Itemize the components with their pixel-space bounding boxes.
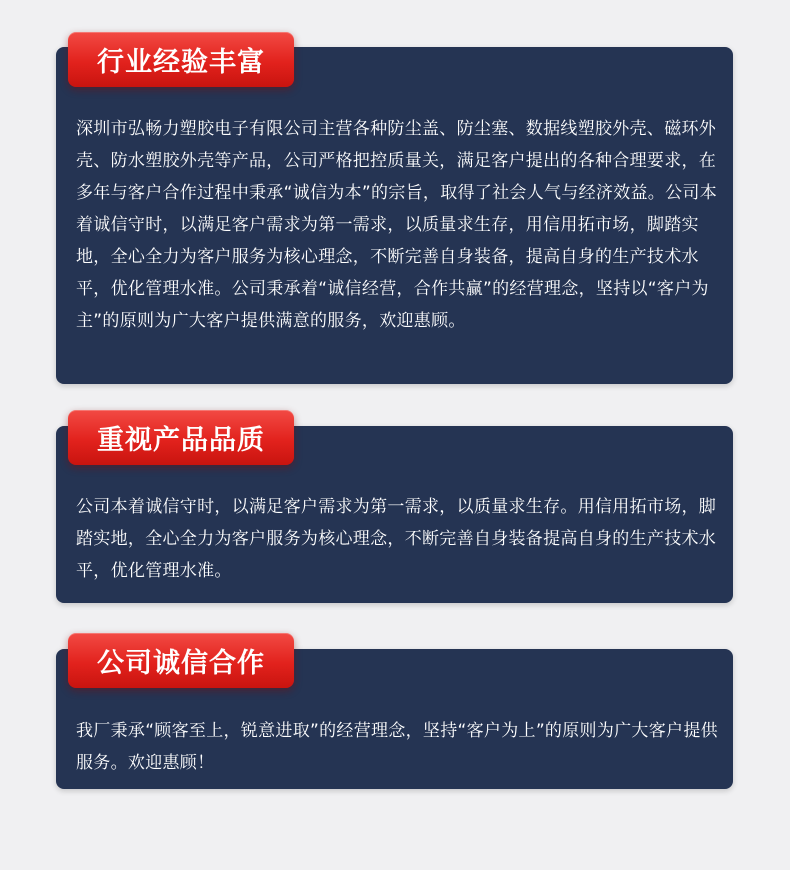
- section-body-integrity: 我厂秉承“顾客至上，锐意进取”的经营理念，坚持“客户为上”的原则为广大客户提供服务。欢迎惠顾！: [76, 721, 718, 773]
- section-title-integrity: 公司诚信合作: [68, 633, 294, 688]
- section-body-experience: 深圳市弘畅力塑胶电子有限公司主营各种防尘盖、防尘塞、数据线塑胶外壳、磁环外壳、防水塑胶外壳等产品，公司严格把控质量关，满足客户提出的各种合理要求，在多年与客户合作过程中秉承“诚信为本”的宗旨，取得了社会人气与经济效益。公司本着诚信守时，以满足客户需求为第一需求，以质量求生存，用信用拓市场，脚踏实地，全心全力为客户服务为核心理念，不断完善自身装备，提高自身的生产技术水平，优化管理水准。公司秉承着“诚信经营，合作共赢”的经营理念，坚持以“客户为主”的原则为广大客户提供满意的服务，欢迎惠顾。: [76, 119, 718, 331]
- section-title-quality: 重视产品品质: [68, 410, 294, 465]
- section-title-experience: 行业经验丰富: [68, 32, 294, 87]
- section-card-experience: [56, 47, 733, 384]
- section-body-quality: 公司本着诚信守时，以满足客户需求为第一需求，以质量求生存。用信用拓市场，脚踏实地，全心全力为客户服务为核心理念，不断完善自身装备提高自身的生产技术水平，优化管理水准。: [76, 497, 717, 581]
